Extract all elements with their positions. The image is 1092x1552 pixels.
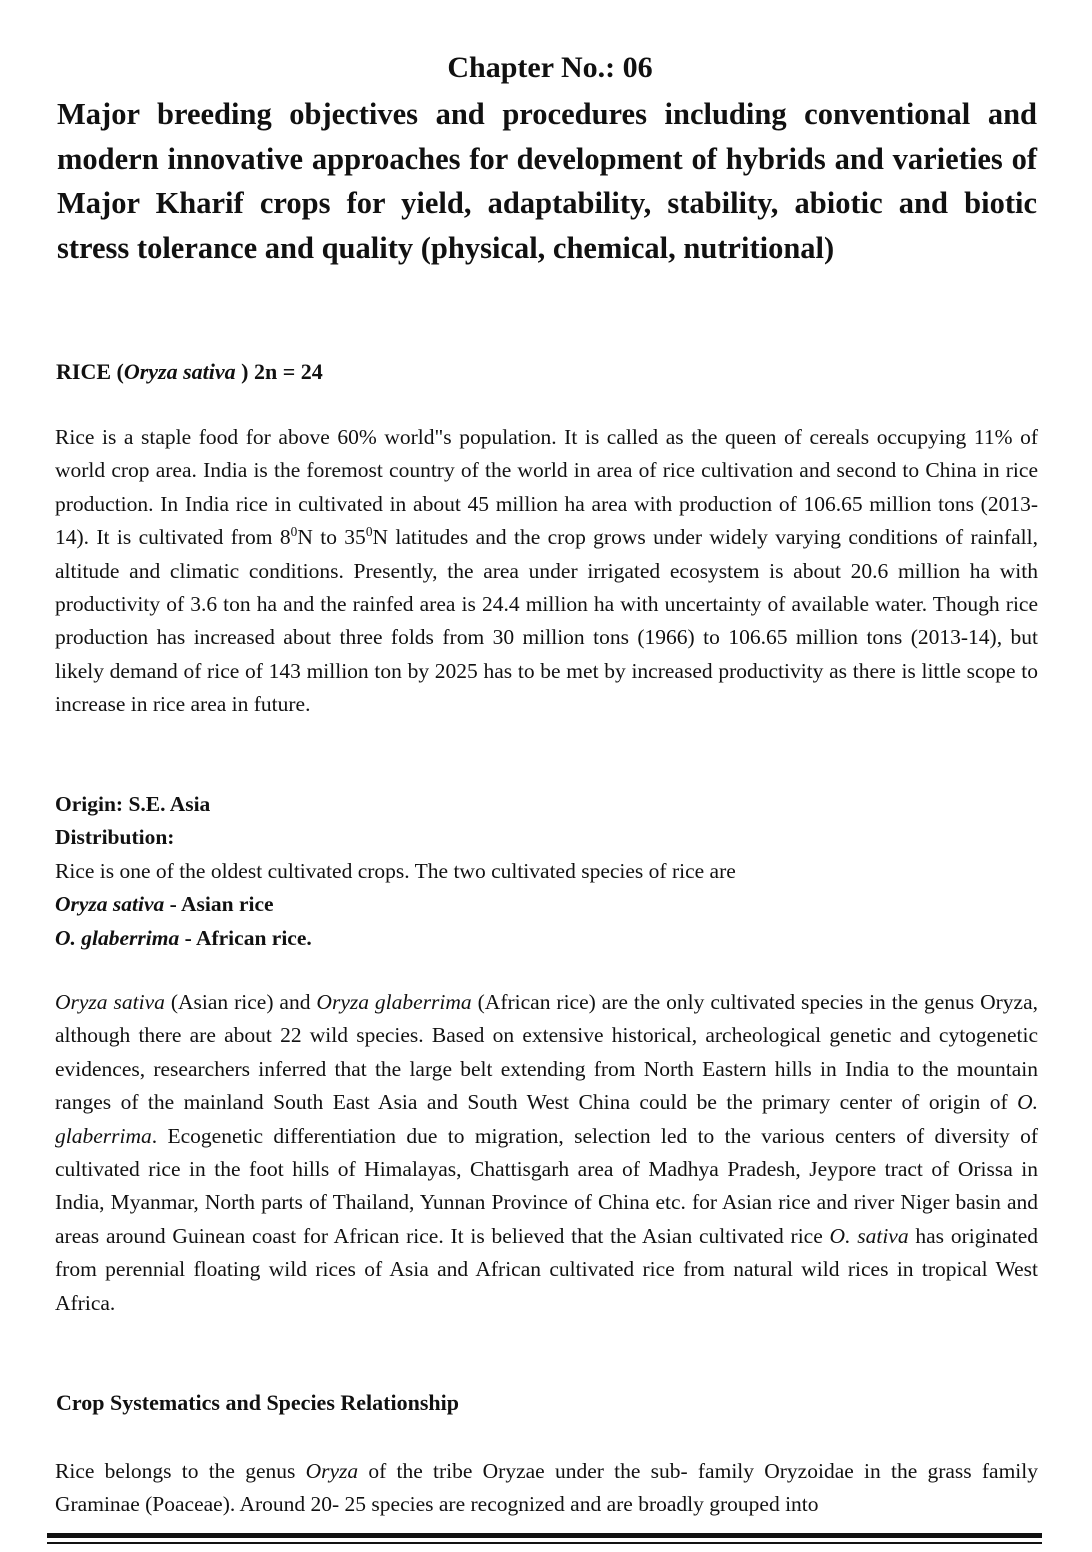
rice-heading-prefix: RICE ( bbox=[56, 359, 124, 384]
rice-heading bbox=[56, 357, 323, 387]
origin-para-text-4: has originated from perennial floating wild rices of Asia and African cultivated rice from natural wild rices in tropical West Africa. bbox=[55, 1223, 1038, 1315]
species-asian-rice-name: Oryza sativa bbox=[55, 892, 165, 917]
chapter-title: Major breeding objectives and procedures including conventional and modern innovative approaches for development of hybrids and varieties of Major Kharif crops for yield, adaptability, stability, abiotic and biotic stress tolerance and quality (physical, chemical, nutritional) bbox=[57, 97, 1037, 265]
species-african-rice bbox=[55, 922, 1038, 955]
species-african-rice-desc: - African rice. bbox=[179, 925, 312, 950]
species-asian-rice-desc: - Asian rice bbox=[164, 892, 274, 917]
footer-rule-thin bbox=[47, 1542, 1042, 1544]
systematics-genus: Oryza bbox=[305, 1459, 359, 1483]
distribution-sentence: Rice is one of the oldest cultivated crops. The two cultivated species of rice are bbox=[55, 858, 736, 883]
chapter-number: Chapter No.: 06 bbox=[447, 51, 653, 84]
origin-para-species-4: O. sativa bbox=[829, 1223, 909, 1248]
intro-text-2: N to 35 bbox=[297, 525, 366, 550]
degree-sign-2: 0 bbox=[365, 524, 373, 540]
origin-para-text-3: . Ecogenetic differentiation due to migration, selection led to the various centers of diversity of cultivated rice in the foot hills of Himalayas, Chattisgarh area of Madhya Pradesh, Jeypore tract of Orissa in India, Myanmar, North parts of Thailand, Yunnan Province of China etc. for Asian rice and river Niger basin and areas around Guinean coast for African rice. It is believed that the Asian cultivated rice bbox=[55, 1123, 1038, 1248]
origin-para-species-1: Oryza sativa bbox=[55, 990, 165, 1014]
degree-sign-1: 0 bbox=[290, 524, 298, 540]
origin-section bbox=[55, 788, 1038, 955]
origin-para-text-2: (African rice) are the only cultivated species in the genus Oryza, although there are about 22 wild species. Based on extensive historical, archeological genetic and cytogenetic evidences, researchers inferred that the large belt extending from North Eastern hills in India to the mountain ranges of the mainland South East Asia and South West China could be the primary center of origin of bbox=[55, 990, 1038, 1115]
footer-rule-thick bbox=[47, 1533, 1042, 1538]
origin-para-species-2: Oryza glaberrima bbox=[316, 990, 472, 1014]
intro-text-3: N latitudes and the crop grows under widely varying conditions of rainfall, altitude and climatic conditions. Presently, the area under irrigated ecosystem is about 20.6 million ha with productivity of 3.6 ton ha and the rainfed area is 24.4 million ha with uncertainty of available water. Though rice production has increased about three folds from 30 million tons (1966) to 106.65 million tons (2013-14), but likely demand of rice of 143 million ton by 2025 has to be met by increased productivity as there is little scope to increase in rice area in future. bbox=[55, 525, 1039, 717]
origin-para-text-1: (Asian rice) and bbox=[164, 990, 317, 1014]
rice-heading-species: Oryza sativa bbox=[123, 359, 236, 384]
species-asian-rice bbox=[55, 888, 1038, 921]
origin-para-species-3: O. glaberrima bbox=[55, 1090, 1038, 1148]
intro-text-1: Rice is a staple food for above 60% world"s population. It is called as the queen of cereals occupying 11% of world crop area. India is the foremost country of the world in area of rice cultivation and second to China in rice production. In India rice in cultivated in about 45 million ha area with production of 106.65 million tons (2013-14). It is cultivated from 8 bbox=[55, 425, 1038, 550]
systematics-heading: Crop Systematics and Species Relationship bbox=[56, 1390, 459, 1415]
distribution-label: Distribution: bbox=[55, 825, 175, 850]
systematics-paragraph bbox=[55, 1455, 1038, 1522]
origin-paragraph bbox=[55, 986, 1038, 1320]
systematics-text-2: of the tribe Oryzae under the sub- family Oryzoidae in the grass family Graminae (Poaceae). Around 20- 25 species are recognized and are broadly grouped into bbox=[55, 1459, 1039, 1517]
rice-heading-suffix: ) 2n = 24 bbox=[235, 359, 323, 384]
species-african-rice-name: O. glaberrima bbox=[55, 925, 180, 950]
origin-label: Origin: S.E. Asia bbox=[55, 792, 211, 816]
systematics-text-1: Rice belongs to the genus bbox=[55, 1459, 306, 1483]
intro-paragraph bbox=[55, 421, 1038, 722]
